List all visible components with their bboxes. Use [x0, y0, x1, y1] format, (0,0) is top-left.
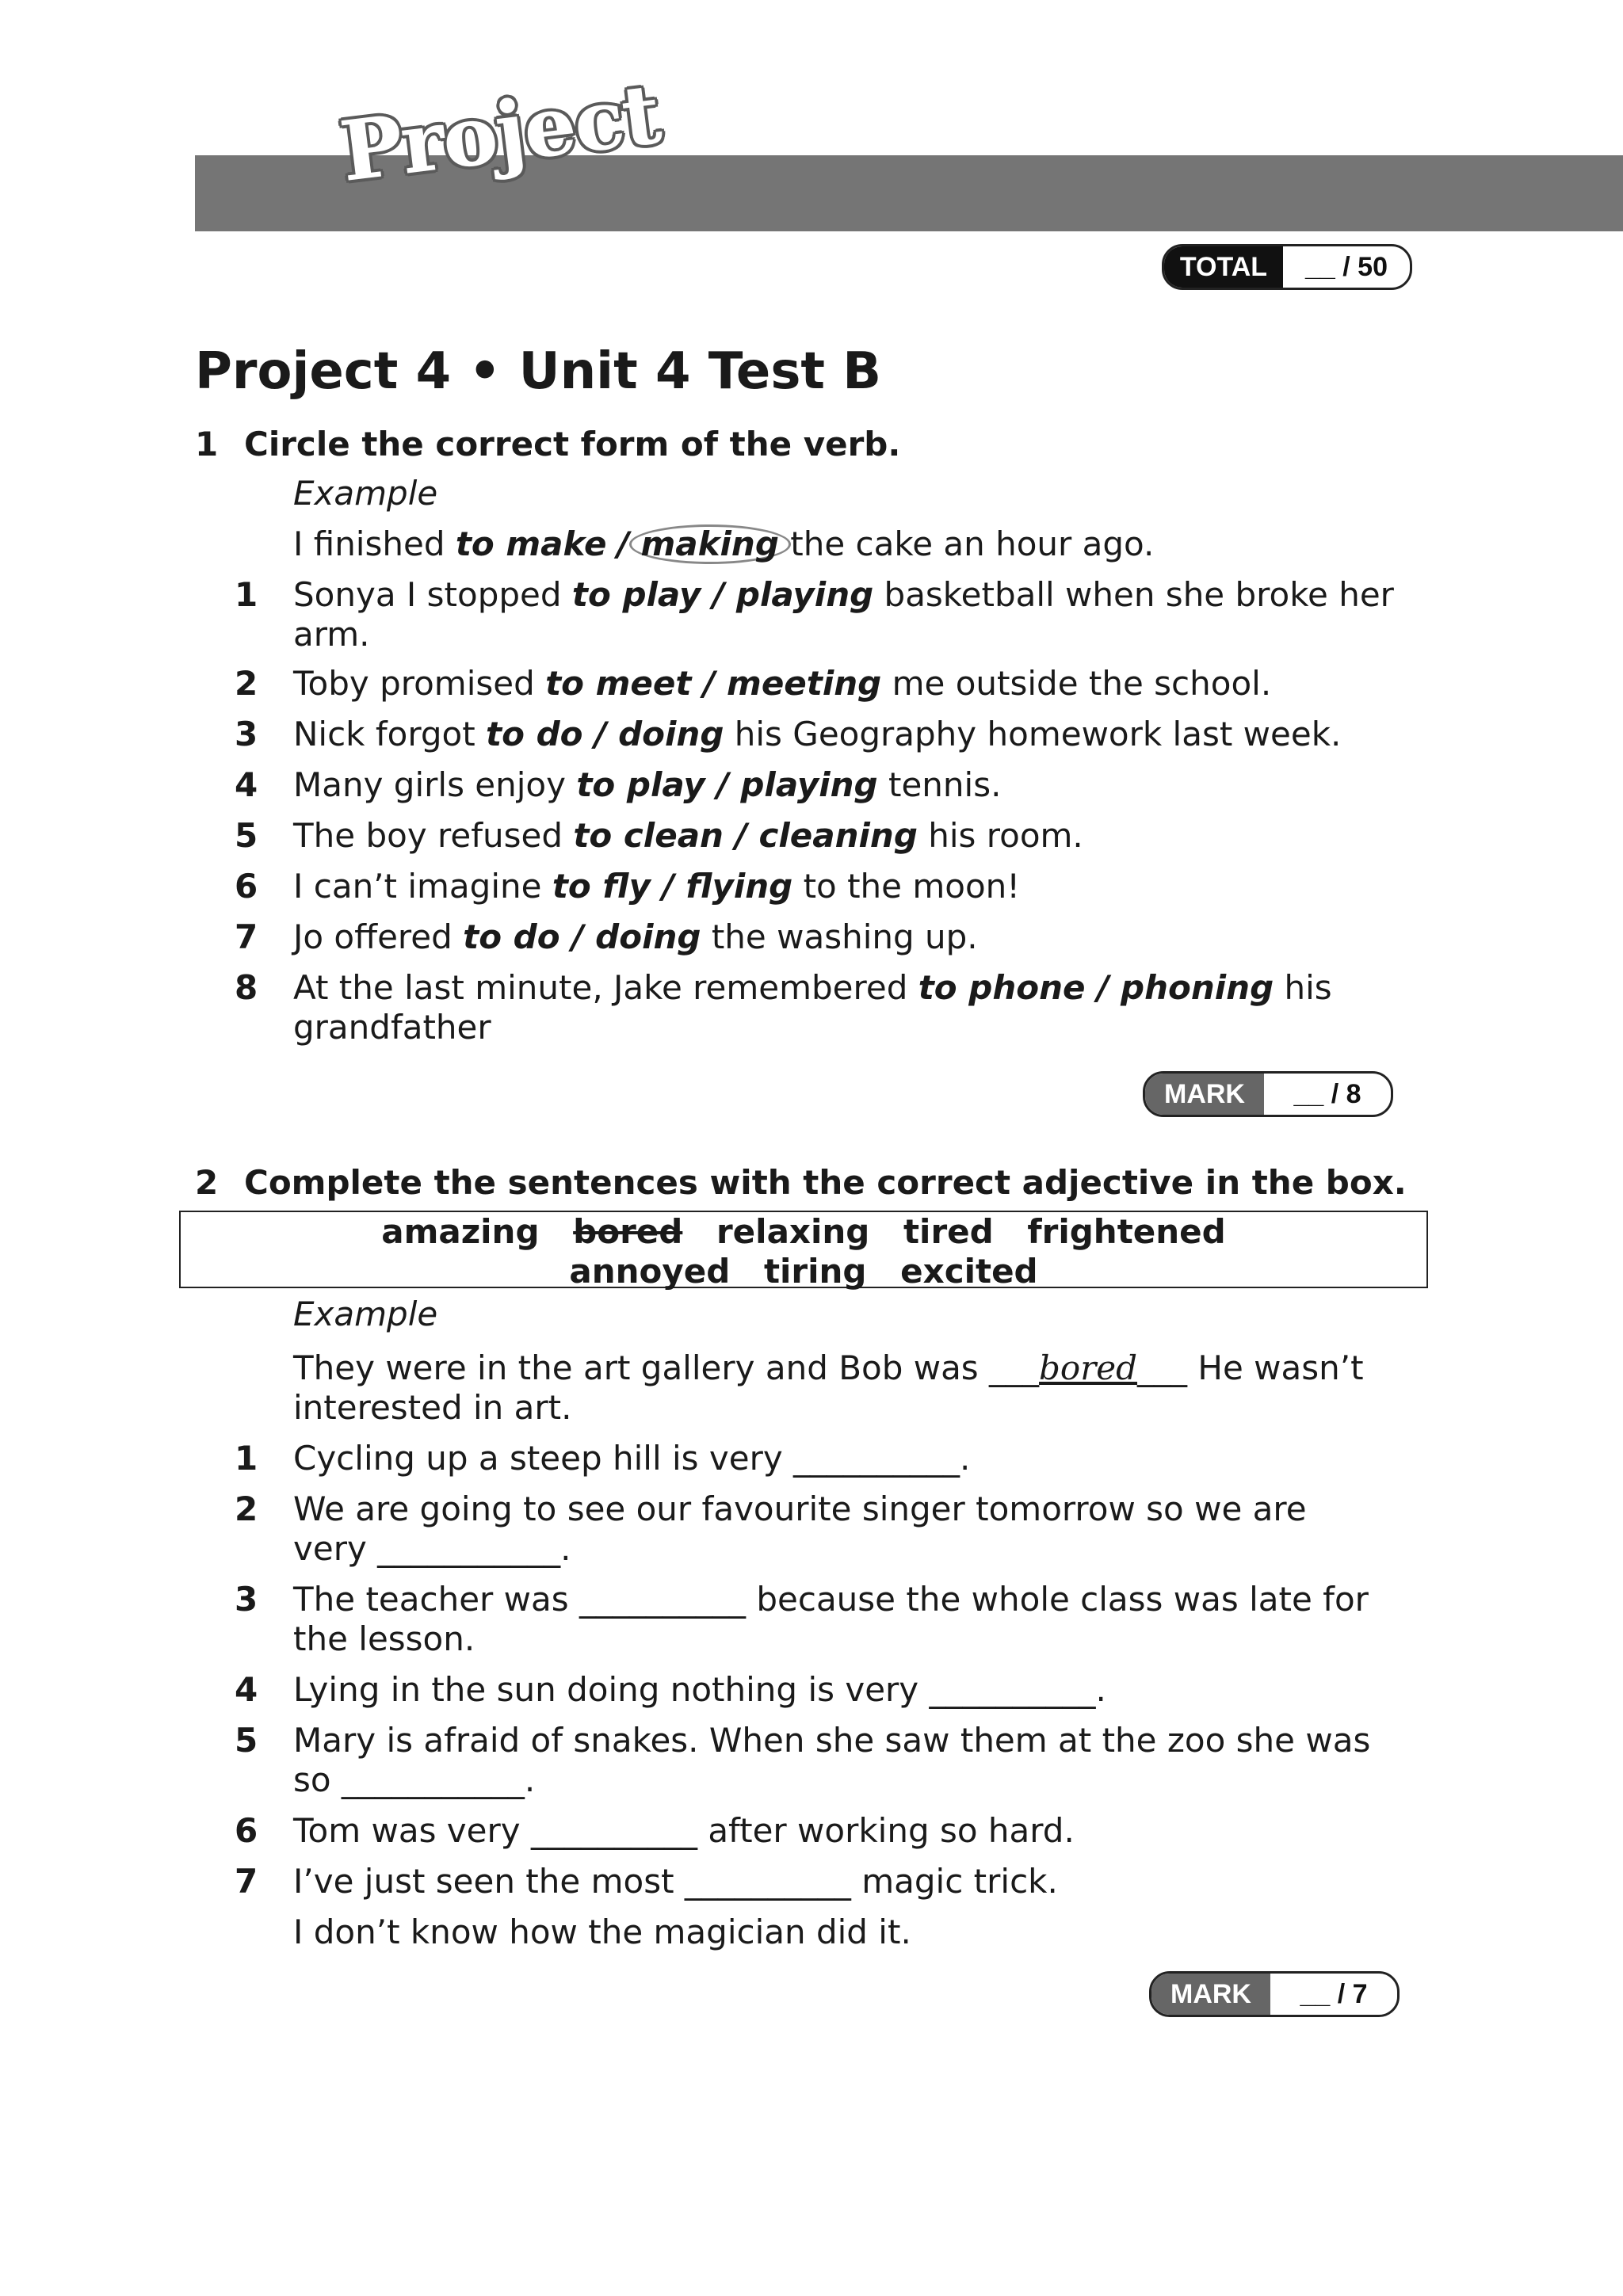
item-number: 1: [235, 1439, 258, 1478]
list-item-continuation: grandfather: [293, 1008, 491, 1047]
list-item-continuation: the lesson.: [293, 1619, 475, 1658]
item-number: 2: [235, 1489, 258, 1528]
list-item: The teacher was __________ because the whole class was late for: [293, 1580, 1369, 1619]
item-number: 4: [235, 765, 258, 804]
mark-label: MARK: [1145, 1074, 1264, 1115]
item-number: 7: [235, 1862, 258, 1901]
list-item-continuation: so ___________.: [293, 1760, 536, 1799]
item-number: 2: [235, 664, 258, 703]
list-item: We are going to see our favourite singer tomorrow so we are: [293, 1489, 1307, 1528]
word: tired: [903, 1212, 994, 1251]
list-item: Cycling up a steep hill is very __________.: [293, 1439, 971, 1478]
item-number: 7: [235, 917, 258, 956]
mark-box-2: [1149, 1971, 1400, 2017]
question-number: 2: [195, 1163, 219, 1202]
item-number: 5: [235, 1721, 258, 1760]
total-label: TOTAL: [1164, 246, 1283, 288]
handwritten-answer: bored: [1039, 1348, 1138, 1387]
item-number: 6: [235, 1811, 258, 1850]
list-item-continuation: I don’t know how the magician did it.: [293, 1913, 911, 1951]
item-number: 8: [235, 968, 258, 1007]
list-item-continuation: arm.: [293, 615, 370, 654]
word-row: [181, 1212, 1426, 1252]
example-continuation: interested in art.: [293, 1388, 572, 1427]
total-value: __ / 50: [1305, 251, 1388, 282]
mark-value: __ / 7: [1300, 1978, 1368, 2009]
example-sentence: I finished to make / making the cake an hour ago.: [293, 524, 1155, 563]
list-item: I can’t imagine to fly / flying to the moon!: [293, 867, 1021, 906]
project-logo: Project: [335, 64, 665, 200]
list-item: Jo offered to do / doing the washing up.: [293, 917, 978, 956]
question-2-heading: [195, 1163, 1407, 1202]
list-item: Nick forgot to do / doing his Geography homework last week.: [293, 715, 1342, 753]
question-1-heading: [195, 425, 900, 463]
list-item: I’ve just seen the most __________ magic trick.: [293, 1862, 1058, 1901]
example-sentence: They were in the art gallery and Bob was ___bored___ He wasn’t: [293, 1348, 1364, 1387]
word: frightened: [1027, 1212, 1226, 1251]
list-item: Toby promised to meet / meeting me outside the school.: [293, 664, 1272, 703]
example-label: Example: [293, 474, 438, 513]
item-number: 3: [235, 715, 258, 753]
list-item: Mary is afraid of snakes. When she saw them at the zoo she was: [293, 1721, 1371, 1760]
word-used: bored: [573, 1212, 683, 1251]
item-number: 4: [235, 1670, 258, 1709]
item-number: 6: [235, 867, 258, 906]
word-box: [179, 1211, 1428, 1291]
word: annoyed: [569, 1252, 731, 1291]
list-item-continuation: very ___________.: [293, 1529, 571, 1568]
question-number: 1: [195, 425, 219, 463]
list-item: Many girls enjoy to play / playing tennis.: [293, 765, 1002, 804]
mark-label: MARK: [1151, 1974, 1270, 2015]
word: excited: [900, 1252, 1038, 1291]
list-item: Tom was very __________ after working so hard.: [293, 1811, 1075, 1850]
item-number: 5: [235, 816, 258, 855]
example-label: Example: [293, 1295, 438, 1333]
list-item: Sonya I stopped to play / playing basketball when she broke her: [293, 575, 1394, 614]
list-item: At the last minute, Jake remembered to phone / phoning his: [293, 968, 1332, 1007]
total-score-box: [1162, 244, 1412, 290]
mark-value: __ / 8: [1293, 1078, 1361, 1109]
mark-box-1: [1143, 1071, 1393, 1117]
word: amazing: [381, 1212, 540, 1251]
question-instruction: Circle the correct form of the verb.: [244, 425, 901, 463]
list-item: Lying in the sun doing nothing is very __________.: [293, 1670, 1106, 1709]
circled-answer: making: [629, 524, 791, 564]
page-title: Project 4 • Unit 4 Test B: [195, 342, 882, 401]
word: tiring: [763, 1252, 867, 1291]
word-row: [181, 1252, 1426, 1291]
list-item: The boy refused to clean / cleaning his room.: [293, 816, 1083, 855]
item-number: 3: [235, 1580, 258, 1619]
question-instruction: Complete the sentences with the correct adjective in the box.: [244, 1163, 1407, 1202]
item-number: 1: [235, 575, 258, 614]
word: relaxing: [716, 1212, 870, 1251]
